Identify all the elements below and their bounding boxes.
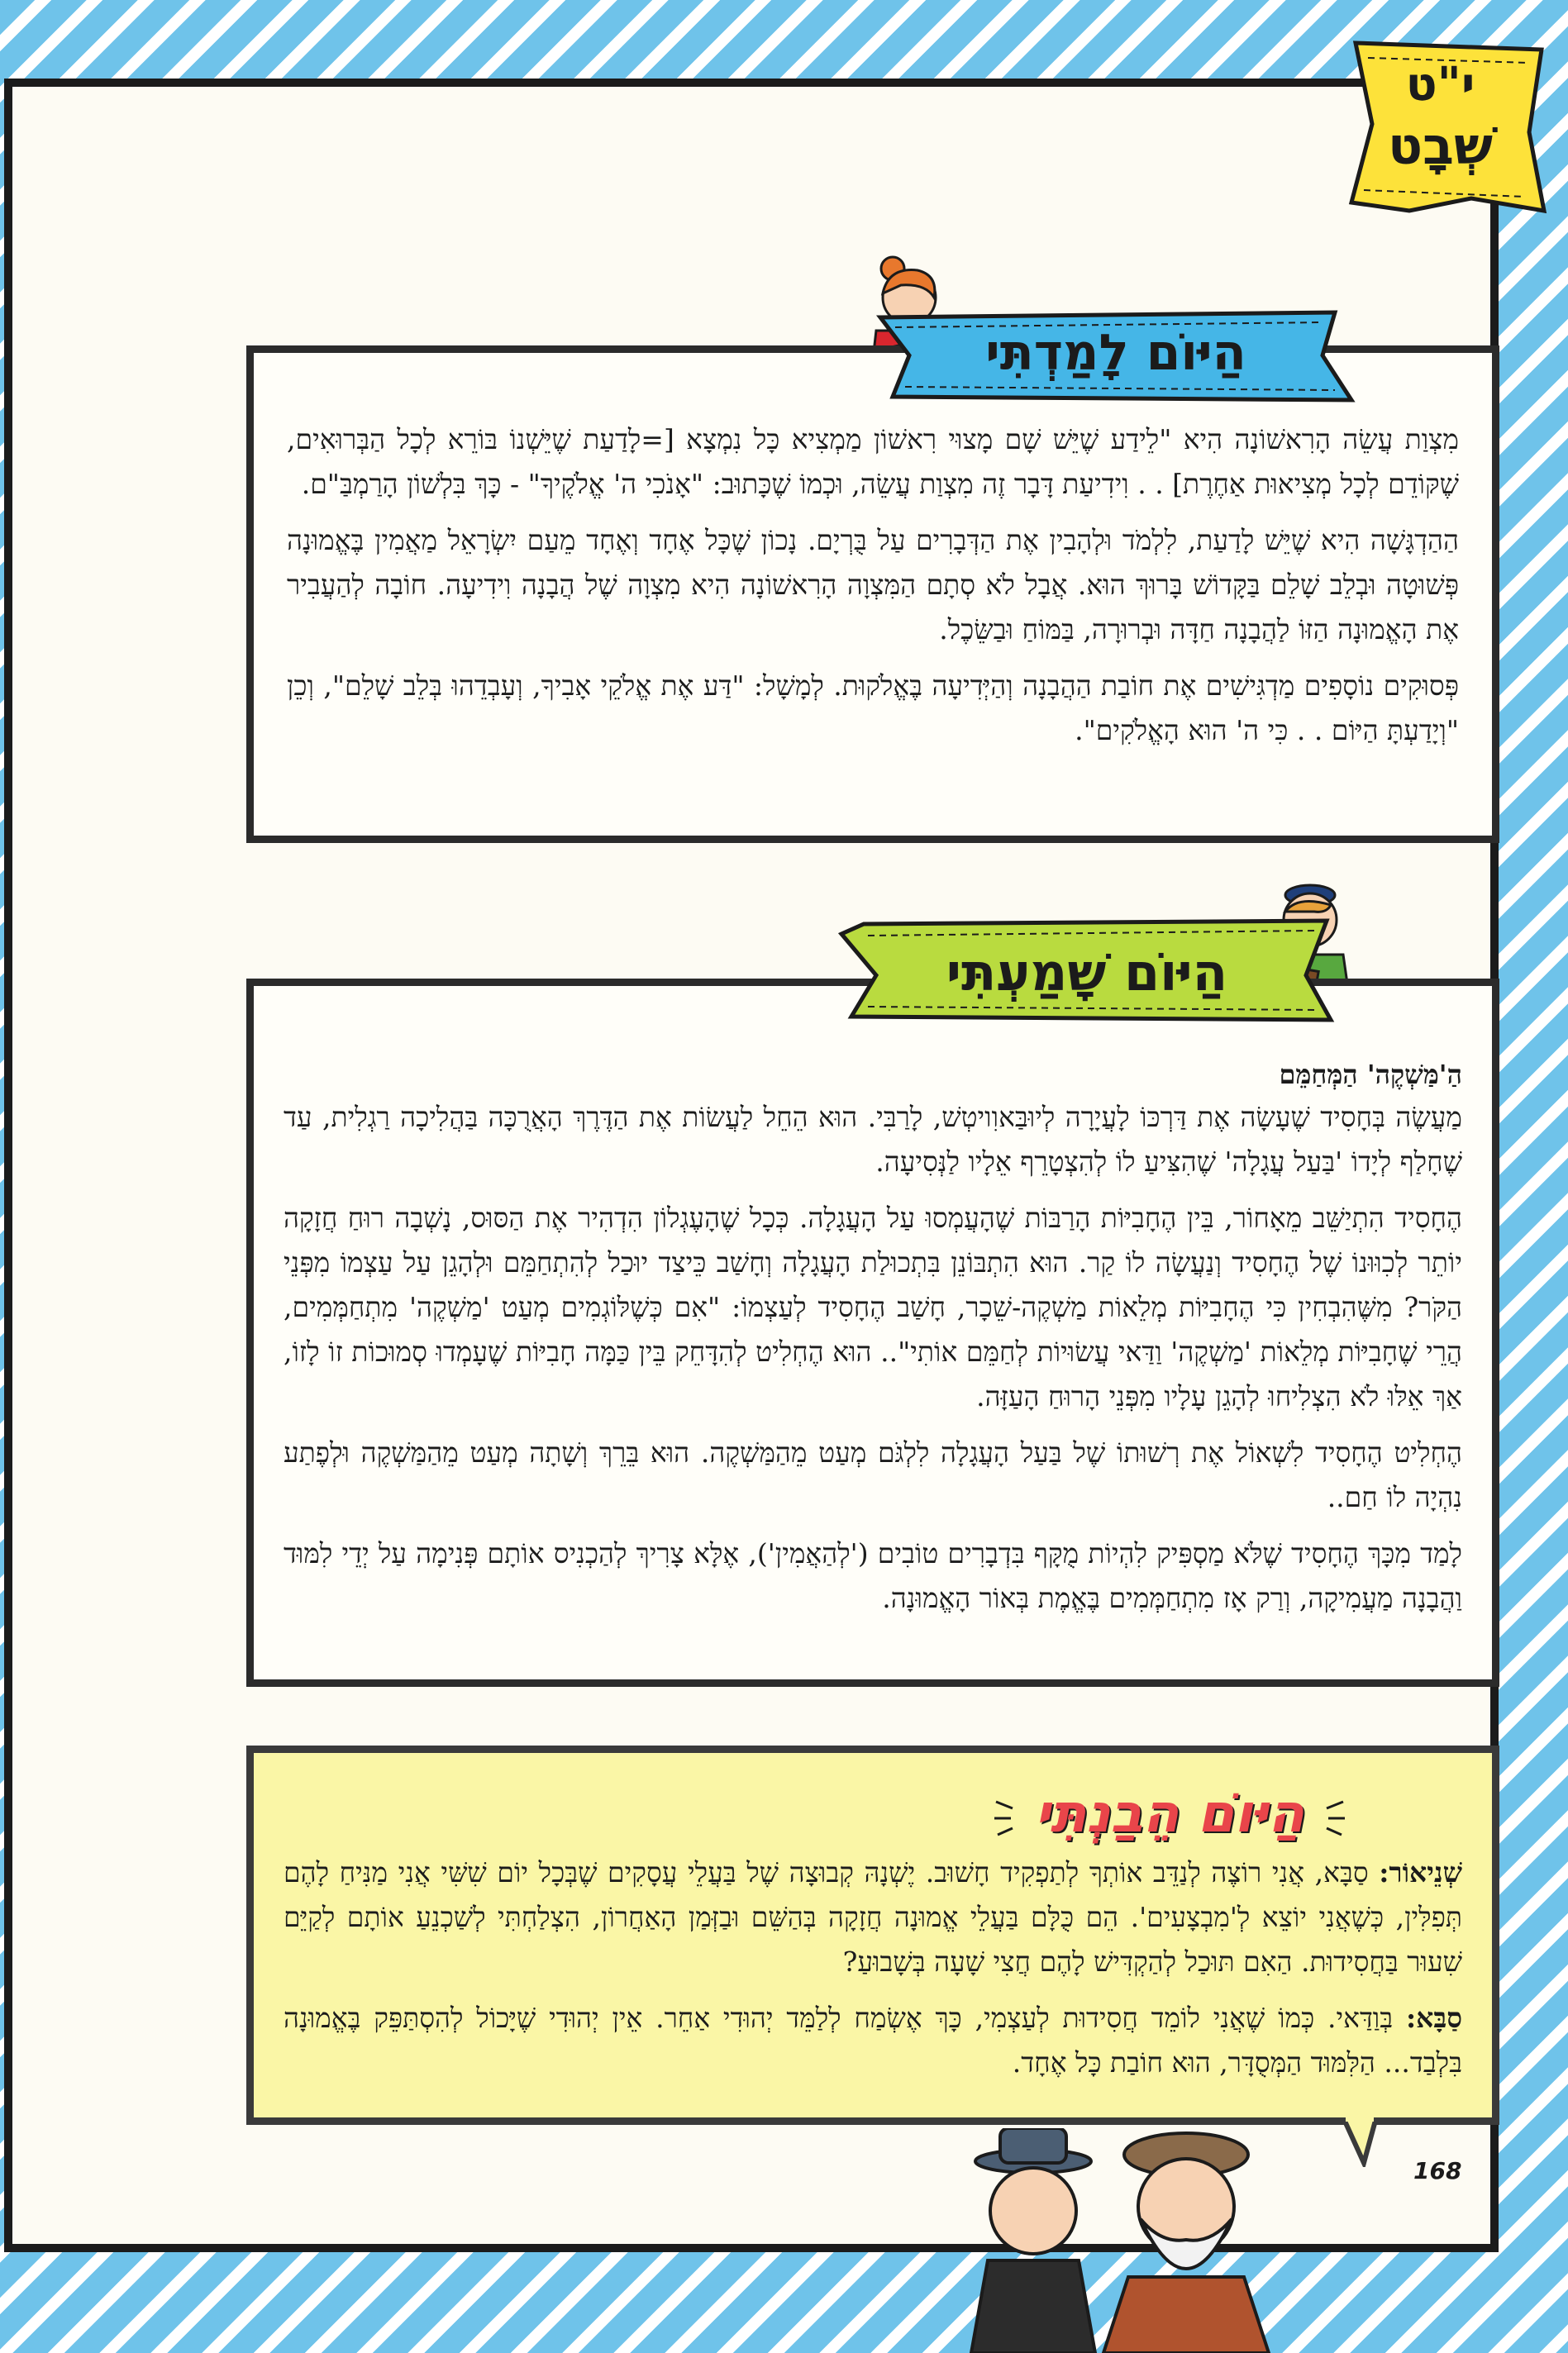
speaker-shneor: שְׁנֵיאוֹר: [1379, 1856, 1462, 1889]
story-paragraph-1: מַעֲשֶׂה בְּחָסִיד שֶׁעָשָׂה אֶת דַּרְכּוֹ לָעֲיָרָה לְיוּבַּאוִויטְשׁ, לָרַבִּי. הוּא הֵחֵל לַעֲשׂוֹת אֶת הַדֶּרֶךְ הָאֲרֻכָּה בַּהֲלִיכָה רַגְלִית, עַד שֶׁחָלַף לְיָדוֹ 'בַּעַל עֲגָלָה' שֶׁהִצִּיעַ לוֹ לְהִצְטָרֵף אֵלָיו לַנְּסִיעָה. [284, 1101, 1462, 1178]
understood-today-banner [988, 1769, 1351, 1860]
story-paragraph-3: הֶחְלִיט הֶחָסִיד לִשְׁאוֹל אֶת רְשׁוּתוֹ שֶׁל בַּעַל הָעֲגָלָה לִלְגֹּם מְעַט מֵהַמַּשְׁקֶה. הוּא בֵּרֵךְ וְשָׁתָה מְעַט מֵהַמַּשְׁקֶה וּלְפֶתַע נִהְיָה לוֹ חַם.. [284, 1436, 1462, 1513]
dialog-text-1: סַבָּא, אֲנִי רוֹצֶה לְנַדֵּב אוֹתְךָ לְתַפְקִיד חָשׁוּב. יֶשְׁנָהּ קְבוּצָה שֶׁל בַּעֲלֵי עֲסָקִים שֶׁבְּכָל יוֹם שִׁשִּׁי אֲנִי מַנִּיחַ לָהֶם תְּפִלִּין, כְּשֶׁאֲנִי יוֹצֵא לְ'מִבְצָעִים'. הֵם כֻּלָּם בַּעֲלֵי אֱמוּנָה חֲזָקָה בְּהַשֵּׁם וּבַזְּמַן הָאַחֲרוֹן, הִצְלַחְתִּי לְשַׁכְנֵעַ אוֹתָם לְקַיֵּם שִׁעוּר בַּחֲסִידוּת. הַאִם תּוּכַל לְהַקְדִּישׁ לָהֶם חֲצִי שָׁעָה בְּשָׁבוּעַ? [284, 1856, 1462, 1978]
page-number: 168 [1413, 2157, 1462, 2184]
story-paragraph-4: לָמַד מִכָּךְ הֶחָסִיד שֶׁלֹּא מַסְפִּיק לִהְיוֹת מֻקָּף בִּדְבָרִים טוֹבִים ('לְהַאֲמִין'), אֶלָּא צָרִיךְ לְהַכְנִיס אוֹתָם פְּנִימָה עַל יְדֵי לִמּוּד וַהֲבָנָה מַעֲמִיקָה, וְרַק אָז מִתְחַמְּמִים בֶּאֱמֶת בְּאוֹר הָאֱמוּנָה. [284, 1537, 1462, 1614]
dialog-line-1 [284, 1850, 1462, 1984]
learned-today-banner [872, 307, 1360, 407]
learned-today-box [246, 345, 1499, 843]
speaker-grandpa: סַבָּא: [1405, 2002, 1462, 2034]
story-title: הַ'מַּשְׁקֶה' הַמְּחַמֵּם [1279, 1059, 1462, 1090]
dialog-text-2: בְּוַדַּאי. כְּמוֹ שֶׁאֲנִי לוֹמֵד חֲסִידוּת לְעַצְמִי, כָּךְ אֶשְׂמַח לְלַמֵּד יְהוּדִי אַחֵר. אֵין יְהוּדִי שֶׁיָּכוֹל לְהִסְתַּפֵּק בֶּאֱמוּנָה בִּלְבַד... הַלִּמּוּד הַמְּסֻדָּר, הוּא חוֹבַת כָּל אֶחָד. [284, 2002, 1462, 2079]
grandpa-and-boy-illustration [963, 2128, 1277, 2353]
story-paragraph-2: הֶחָסִיד הִתְיַשֵּׁב מֵאָחוֹר, בֵּין הֶחָבִיּוֹת הָרַבּוֹת שֶׁהָעֲמְסוּ עַל הָעֲגָלָה. כְּכָל שֶׁהָעֶגְלוֹן הִדְהִיר אֶת הַסּוּס, נָשְׁבָה רוּחַ חֲזָקָה יוֹתֵר לְכִוּוּנוֹ שֶׁל הֶחָסִיד וְנַעֲשָׂה לוֹ קַר. הוּא הִתְבּוֹנֵן בִּתְכוּלַת הָעֲגָלָה וְחָשַׁב כֵּיצַד יוּכַל לְהִתְחַמֵּם וּלְהָגֵן עַל עַצְמוֹ מִפְּנֵי הַקֹּר? מִשֶּׁהִבְחִין כִּי הֶחָבִיּוֹת מְלֵאוֹת מַשְׁקֶה-שֵׁכָר, חָשַׁב הֶחָסִיד לְעַצְמוֹ: "אִם כְּשֶׁלּוֹגְמִים מְעַט 'מַשְׁקֶה' מִתְחַמְּמִים, הֲרֵי שֶׁחָבִיּוֹת מְלֵאוֹת 'מַשְׁקֶה' וַדַּאי עֲשׂוּיוֹת לְחַמֵּם אוֹתִי".. הוּא הֶחְלִיט לְהִדָּחֵק בֵּין כַּמָּה חָבִיּוֹת שֶׁעָמְדוּ סְמוּכוֹת זוֹ לָזוֹ, אַךְ אֵלּוּ לֹא הִצְלִיחוּ לְהָגֵן עָלָיו מִפְּנֵי הָרוּחַ הָעַזָּה. [284, 1202, 1462, 1412]
heard-today-box [246, 979, 1499, 1687]
heard-today-title: הַיּוֹם שָׁמַעְתִּי [946, 942, 1228, 1003]
heard-today-banner [835, 917, 1339, 1025]
dialog-line-2 [284, 1996, 1462, 2085]
date-month: שְׁבָט [1388, 116, 1493, 176]
learned-paragraph-2: הַהַדְגָּשָׁה הִיא שֶׁיֵּשׁ לָדַעַת, לִלְמֹד וּלְהָבִין אֶת הַדְּבָרִים עַל בֻּרְיָם. נָכוֹן שֶׁכָּל אֶחָד וְאֶחָד מֵעַם יִשְׂרָאֵל מַאֲמִין בֶּאֱמוּנָה פְּשׁוּטָה וּבְלֵב שָׁלֵם בַּקָּדוֹשׁ בָּרוּךְ הוּא. אֲבָל לֹא סְתָם הַמִּצְוָה הָרִאשׁוֹנָה הִיא מִצְוָה שֶׁל הֲבָנָה וִידִיעָה. חוֹבָה לְהַעֲבִיר אֶת הָאֱמוּנָה הַזּוֹ לַהֲבָנָה חַדָּה וּבְרוּרָה, בַּמּוֹחַ וּבַשֵּׂכֶל. [287, 524, 1459, 645]
learned-today-title: הַיּוֹם לָמַדְתִּי [985, 324, 1246, 382]
learned-paragraph-1: מִצְוַת עֲשֵׂה הָרִאשׁוֹנָה הִיא "לֵידַע שֶׁיֵּשׁ שָׁם מָצוּי רִאשׁוֹן מַמְצִיא כָּל נִמְצָא [=לָדַעַת שֶׁיֵּשְׁנוֹ בּוֹרֵא לְכָל הַבְּרוּאִים, שֶׁקּוֹדֵם לְכָל מְצִיאוּת אַחֶרֶת] . . וִידִיעַת דָּבָר זֶה מִצְוַת עֲשֵׂה, וּכְמוֹ שֶׁכָּתוּב: "אָנֹכִי ה' אֱלֹקֶיךָ" - כָּךְ בִּלְשׁוֹן הָרַמְבַּ"ם. [287, 423, 1459, 500]
date-day: י"ט [1405, 58, 1475, 112]
learned-paragraph-3: פְּסוּקִים נוֹסָפִים מַדְגִּישִׁים אֶת חוֹבַת הַהֲבָנָה וְהַיְּדִיעָה בֶּאֱלֹקוּת. לְמָשָׁל: "דַּע אֶת אֱלֹקֵי אָבִיךָ, וְעָבְדֵהוּ בְּלֵב שָׁלֵם", וְכֵן "וְיָדַעְתָּ הַיּוֹם . . כִּי ה' הוּא הָאֱלֹקִים". [287, 669, 1459, 746]
date-flag [1331, 33, 1550, 227]
speech-bubble-tail [1339, 2117, 1389, 2167]
understood-today-title: הַיּוֹם הֵבַנְתִּי [1034, 1784, 1305, 1845]
